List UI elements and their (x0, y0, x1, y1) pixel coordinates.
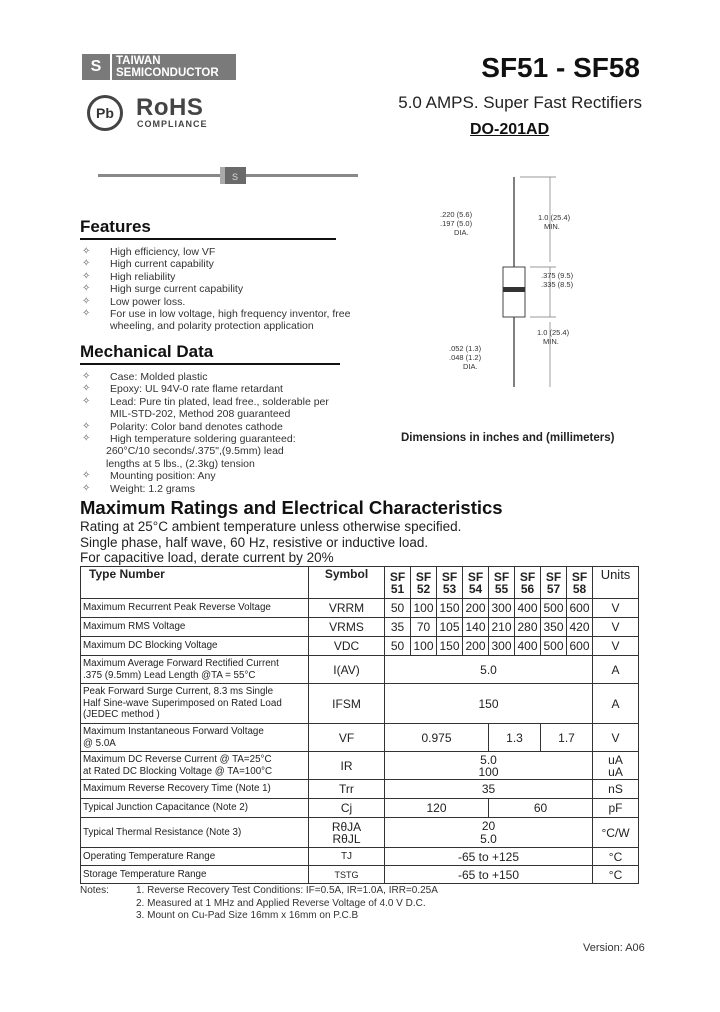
diode-band-mark: S (232, 172, 239, 182)
notes-label: Notes: (80, 885, 109, 896)
features-heading: Features (80, 217, 336, 240)
table-row: Maximum Instantaneous Forward Voltage @ 5.0A VF 0.975 1.3 1.7 V (81, 724, 639, 752)
list-item: ✧ Lead: Pure tin plated, lead free., solderable per (82, 395, 329, 408)
bullet-icon: ✧ (82, 308, 91, 320)
bullet-icon: ✧ (82, 395, 91, 407)
bullet-icon: ✧ (82, 482, 91, 494)
rating-conditions: Rating at 25°C ambient temperature unless otherwise specified. Single phase, half wave, 60 Hz, resistive or inductive load. For capacitive load, derate current by 20% (80, 519, 462, 566)
dimensions-caption: Dimensions in inches and (millimeters) (401, 432, 615, 444)
mechanical-list (82, 371, 382, 495)
list-item-continued: 260°C/10 seconds/.375",(9.5mm) lead (106, 445, 284, 458)
bullet-icon: ✧ (82, 270, 91, 282)
note-item: 2. Measured at 1 MHz and Applied Reverse Voltage of 4.0 V D.C. (136, 897, 426, 909)
units-header: Units (593, 567, 639, 599)
diode-photo-icon (98, 164, 358, 188)
table-row: Peak Forward Surge Current, 8.3 ms Single Half Sine-wave Superimposed on Rated Load (JEDEC method ) IFSM 150 A (81, 684, 639, 724)
bullet-icon: ✧ (82, 383, 91, 395)
bullet-icon: ✧ (82, 433, 91, 445)
model-col-56: SF 56 (515, 567, 541, 599)
list-item-continued: lengths at 5 lbs., (2.3kg) tension (106, 457, 255, 470)
part-subtitle: 5.0 AMPS. Super Fast Rectifiers (398, 93, 642, 112)
list-item-continued: wheeling, and polarity protection application (110, 320, 314, 333)
table-row: Maximum DC Blocking Voltage VDC 50 100 150 200 300 400 500 600 V (81, 637, 639, 656)
bullet-icon: ✧ (82, 283, 91, 295)
list-item: ✧ High surge current capability (82, 283, 244, 296)
model-col-51: SF 51 (385, 567, 411, 599)
table-row: Maximum DC Reverse Current @ TA=25°C at Rated DC Blocking Voltage @ TA=100°C IR 5.0 100 uA uA (81, 752, 639, 780)
table-row: Operating Temperature Range TJ -65 to +125 °C (81, 848, 639, 866)
mechanical-heading: Mechanical Data (80, 342, 340, 365)
list-item-continued: MIL-STD-202, Method 208 guaranteed (110, 408, 291, 421)
bullet-icon: ✧ (82, 371, 91, 382)
model-col-58: SF 58 (567, 567, 593, 599)
type-number-header: Type Number (81, 567, 309, 599)
company-logo-mark: S (82, 54, 110, 80)
table-row: Typical Junction Capacitance (Note 2) Cj 120 60 pF (81, 799, 639, 818)
model-col-57: SF 57 (541, 567, 567, 599)
rohs-compliance-label: COMPLIANCE (137, 119, 208, 129)
body-length-dim: .375 (9.5) .335 (8.5) (541, 271, 574, 289)
model-col-52: SF 52 (411, 567, 437, 599)
list-item: ✧ High temperature soldering guaranteed: (82, 433, 296, 446)
company-name (112, 54, 236, 80)
rohs-logo: RoHS (136, 94, 204, 121)
model-col-54: SF 54 (463, 567, 489, 599)
table-row: Maximum Reverse Recovery Time (Note 1) Trr 35 nS (81, 780, 639, 799)
ratings-heading: Maximum Ratings and Electrical Characteristics (80, 497, 503, 518)
list-item: ✧ For use in low voltage, high frequency inventor, free (82, 308, 351, 321)
pb-free-icon: Pb (87, 95, 123, 131)
list-item: ✧ Mounting position: Any (82, 470, 216, 483)
package-name: DO-201AD (470, 121, 550, 138)
list-item: ✧ Low power loss. (82, 295, 186, 308)
bullet-icon: ✧ (82, 470, 91, 482)
bullet-icon: ✧ (82, 246, 91, 257)
bullet-icon: ✧ (82, 258, 91, 270)
features-list (82, 246, 382, 333)
lead-length-bottom-dim: 1.0 (25.4) MIN. (537, 328, 570, 346)
list-item: ✧ Polarity: Color band denotes cathode (82, 420, 283, 433)
part-title: SF51 - SF58 (481, 52, 640, 83)
bullet-icon: ✧ (82, 295, 91, 307)
list-item: ✧ High reliability (82, 270, 176, 283)
notes-section (80, 885, 438, 923)
version-label: Version: A06 (583, 942, 645, 954)
body-diameter-dim: .220 (5.6) .197 (5.0) DIA. (440, 210, 473, 237)
table-row: Maximum Average Forward Rectified Current .375 (9.5mm) Lead Length @TA = 55°C I(AV) 5.0 A (81, 656, 639, 684)
lead-diameter-dim: .052 (1.3) .048 (1.2) DIA. (449, 344, 482, 371)
table-row: Maximum Recurrent Peak Reverse Voltage VRRM 50 100 150 200 300 400 500 600 V (81, 599, 639, 618)
table-header-row (81, 567, 639, 599)
table-row: Typical Thermal Resistance (Note 3) RθJA RθJL 20 5.0 °C/W (81, 818, 639, 848)
list-item: ✧ Epoxy: UL 94V-0 rate flame retardant (82, 383, 283, 396)
company-name-line1: TAIWAN (116, 55, 161, 67)
bullet-icon: ✧ (82, 420, 91, 432)
table-row: Maximum RMS Voltage VRMS 35 70 105 140 210 280 350 420 V (81, 618, 639, 637)
model-col-55: SF 55 (489, 567, 515, 599)
lead-length-top-dim: 1.0 (25.4) MIN. (538, 213, 571, 231)
ratings-table (80, 566, 639, 884)
list-item: ✧ Case: Molded plastic (82, 371, 208, 383)
note-item: 1. Reverse Recovery Test Conditions: IF=0.5A, IR=1.0A, IRR=0.25A (136, 885, 438, 896)
list-item: ✧ High current capability (82, 258, 214, 271)
model-col-53: SF 53 (437, 567, 463, 599)
list-item: ✧ High efficiency, low VF (82, 246, 216, 258)
company-name-line2: SEMICONDUCTOR (116, 67, 219, 79)
symbol-header: Symbol (309, 567, 385, 599)
table-row: Storage Temperature Range TSTG -65 to +150 °C (81, 866, 639, 884)
note-item: 3. Mount on Cu-Pad Size 16mm x 16mm on P.C.B (136, 910, 359, 921)
list-item: ✧ Weight: 1.2 grams (82, 482, 196, 495)
